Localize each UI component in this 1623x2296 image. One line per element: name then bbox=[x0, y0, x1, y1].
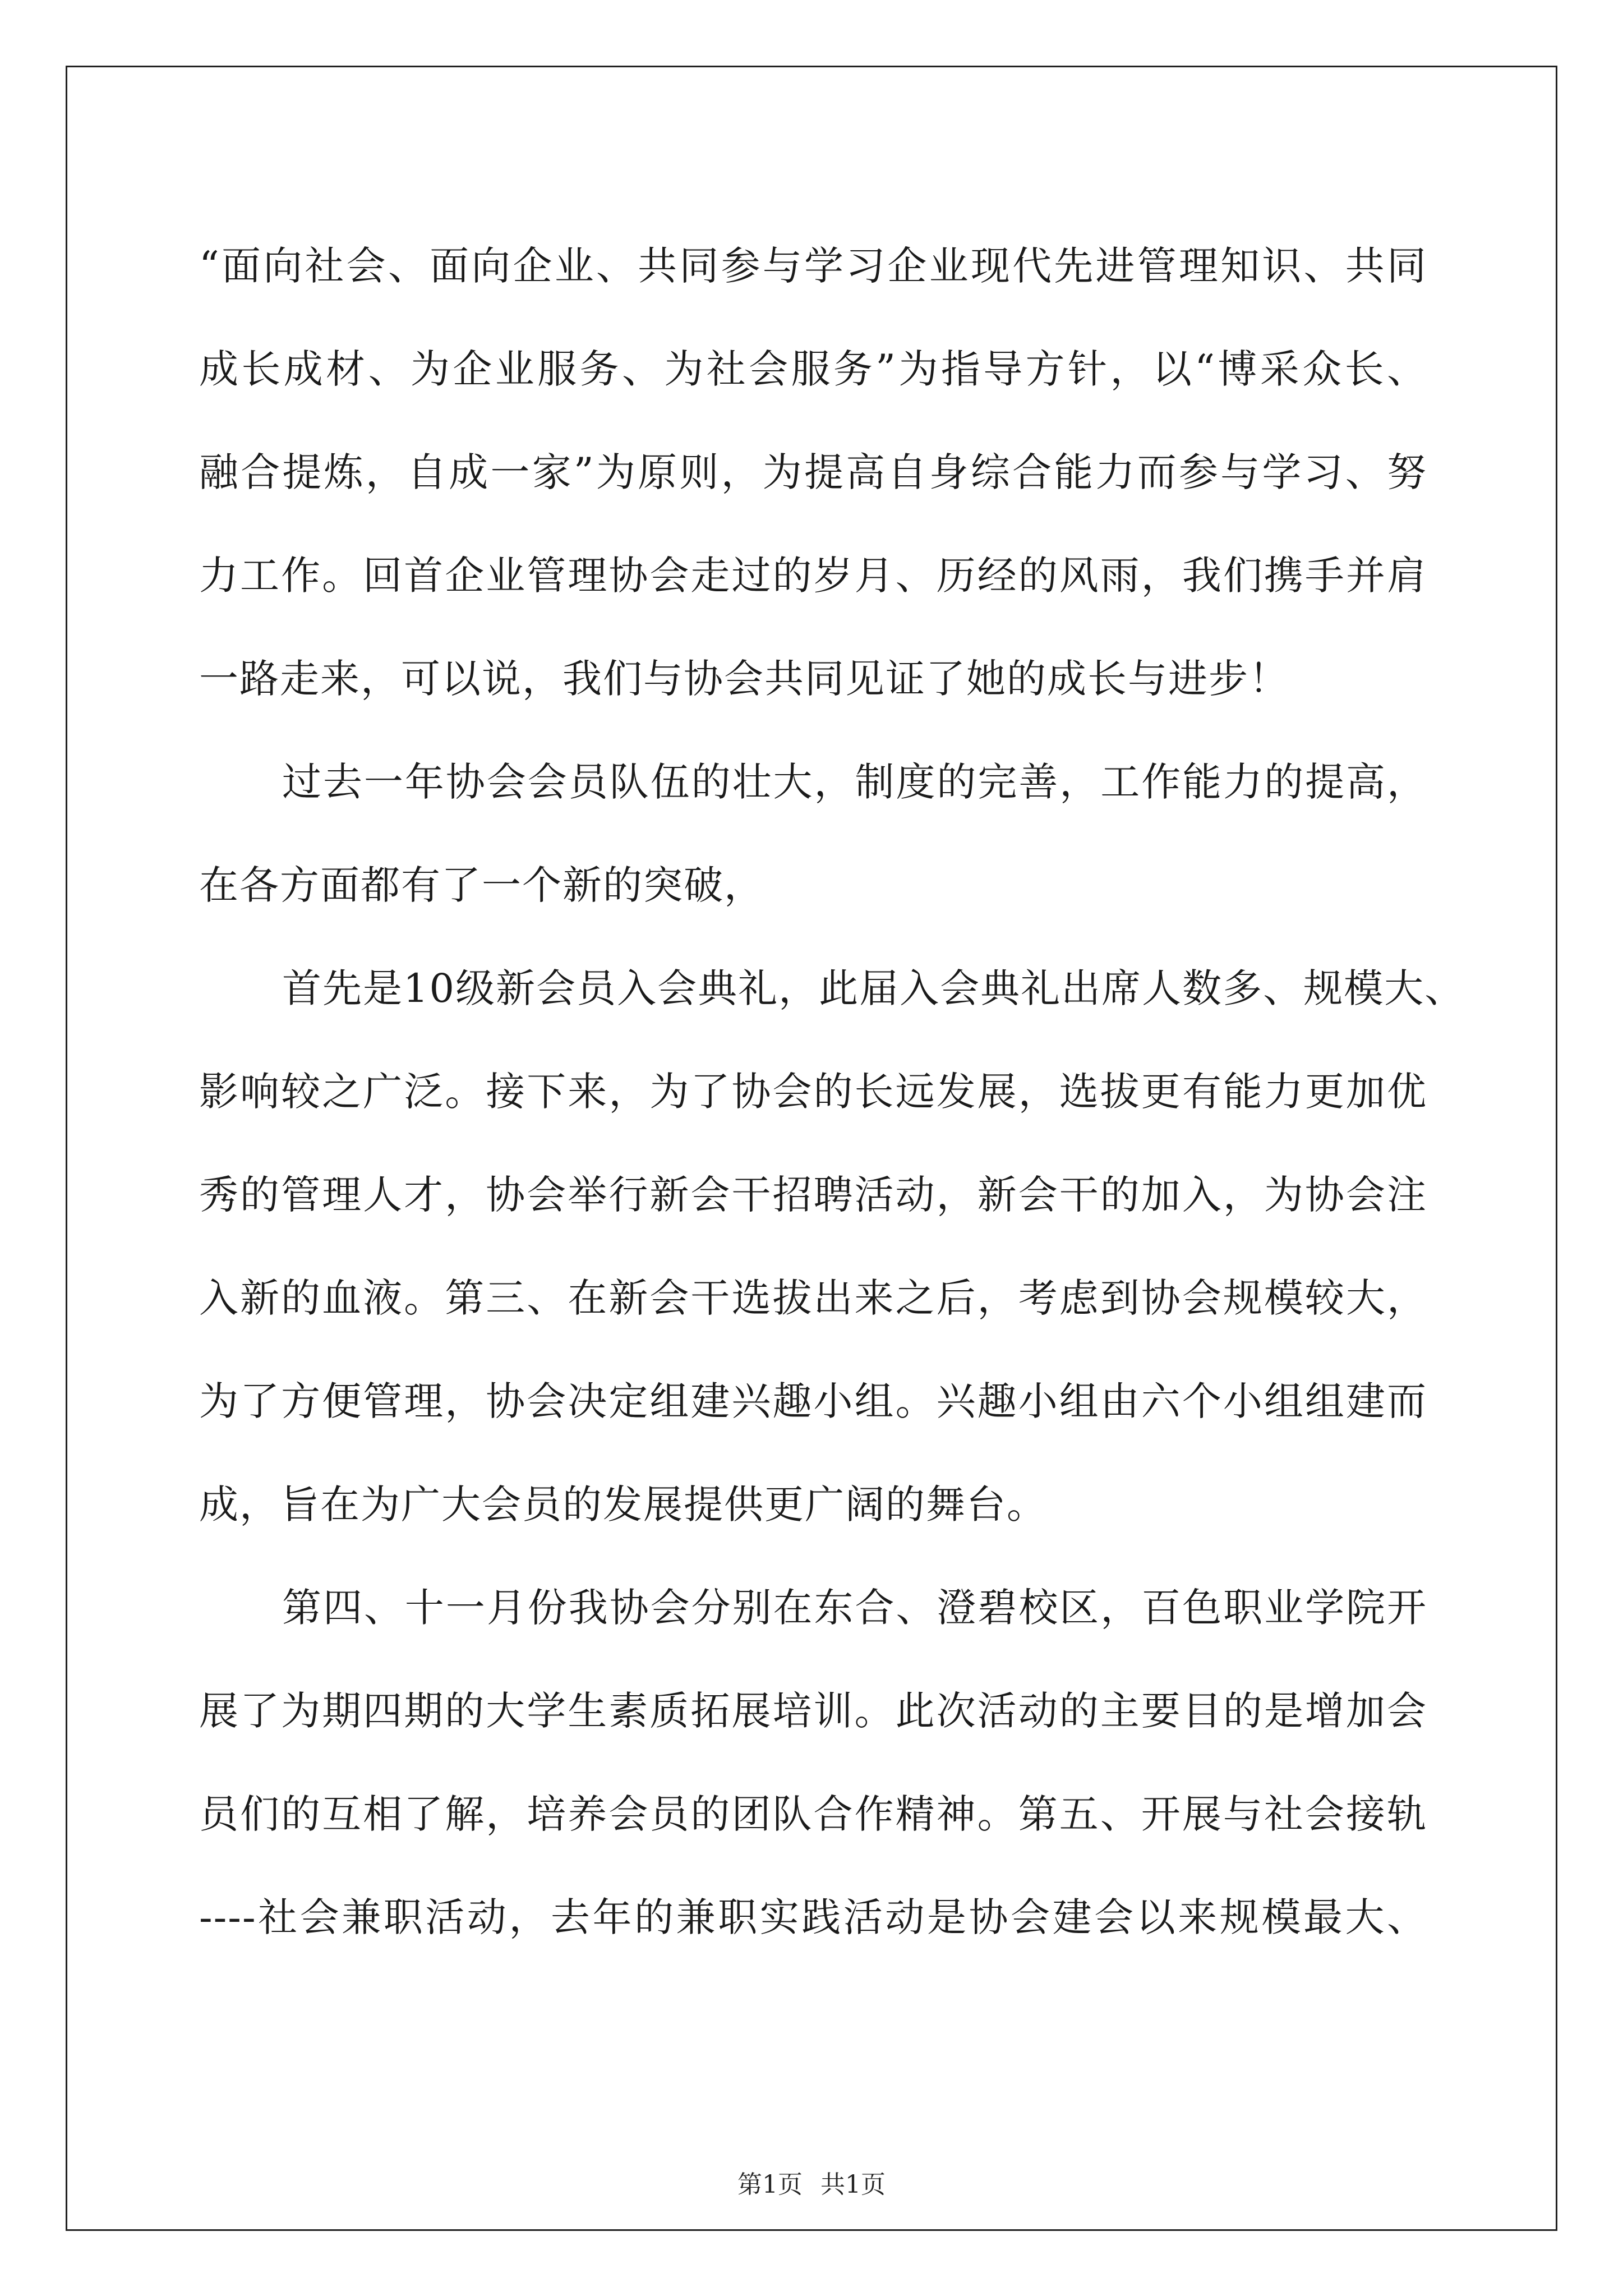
document-body bbox=[199, 214, 1465, 1969]
text-line: 展了为期四期的大学生素质拓展培训。此次活动的主要目的是增加会 bbox=[199, 1688, 1427, 1734]
page-number: 第1页 bbox=[737, 2170, 803, 2199]
text-line: 成长成材、为企业服务、为社会服务”为指导方针，以“博采众长、 bbox=[199, 346, 1427, 392]
text-line: 成，旨在为广大会员的发展提供更广阔的舞台。 bbox=[199, 1481, 1047, 1527]
text-line: ----社会兼职活动，去年的兼职实践活动是协会建会以来规模最大、 bbox=[199, 1894, 1427, 1940]
text-line: 力工作。回首企业管理协会走过的岁月、历经的风雨，我们携手并肩 bbox=[199, 553, 1427, 599]
text-line: 一路走来，可以说，我们与协会共同见证了她的成长与进步！ bbox=[199, 656, 1289, 702]
text-line: 融合提炼，自成一家”为原则，为提高自身综合能力而参与学习、努 bbox=[199, 449, 1427, 495]
text-line: 第四、十一月份我协会分别在东合、澄碧校区，百色职业学院开 bbox=[282, 1585, 1427, 1631]
text-line: 首先是10级新会员入会典礼，此届入会典礼出席人数多、规模大、 bbox=[282, 965, 1465, 1011]
page-total: 共1页 bbox=[820, 2170, 886, 2199]
text-line: 影响较之广泛。接下来，为了协会的长远发展，选拔更有能力更加优 bbox=[199, 1069, 1427, 1115]
page-footer bbox=[0, 2164, 1623, 2200]
text-line: 过去一年协会会员队伍的壮大，制度的完善，工作能力的提高， bbox=[282, 759, 1427, 805]
text-line: 员们的互相了解，培养会员的团队合作精神。第五、开展与社会接轨 bbox=[199, 1791, 1427, 1837]
text-line: 入新的血液。第三、在新会干选拔出来之后，考虑到协会规模较大， bbox=[199, 1275, 1427, 1321]
text-line: “面向社会、面向企业、共同参与学习企业现代先进管理知识、共同 bbox=[199, 243, 1427, 289]
text-line: 为了方便管理，协会决定组建兴趣小组。兴趣小组由六个小组组建而 bbox=[199, 1378, 1427, 1424]
text-line: 秀的管理人才，协会举行新会干招聘活动，新会干的加入，为协会注 bbox=[199, 1172, 1427, 1218]
text-line: 在各方面都有了一个新的突破， bbox=[199, 862, 764, 908]
